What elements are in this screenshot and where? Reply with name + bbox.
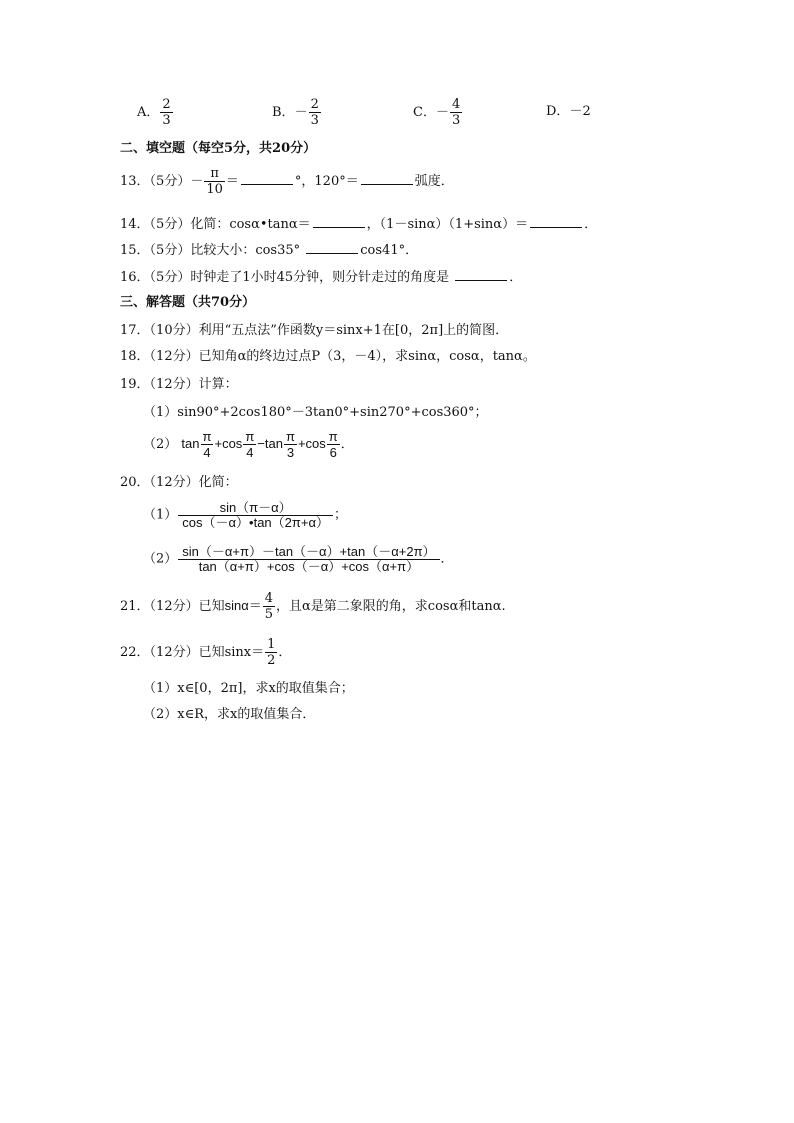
question-21: 21．（12分）已知sinα＝ $\frac{4}{5}$ ，且α是第二象限的角，求cosα和tanα.	[120, 591, 506, 622]
question-20-title: 20．（12分）化简：	[120, 475, 238, 490]
q20-part2-fraction: $\frac{\sin(-\alpha+\pi)-\tan(-\alpha)+\tan(-\alpha+2\pi)}{\tan(\alpha+\pi)+\cos(-\alpha)+\cos(\alpha+\pi)}$	[178, 545, 439, 573]
q19-term-2: +cos $\frac{\pi}{4}$	[214, 429, 255, 460]
option-d-value: －2	[569, 104, 591, 119]
option-c: C．－ $\frac{4}{3}$	[413, 97, 461, 128]
question-19-part-1: （1）sin90°+2cos180°－3tan0°+sin270°+cos360°；	[143, 405, 488, 420]
option-a-fraction: $\frac{2}{3}$	[162, 97, 171, 128]
question-16: 16．（5分）时钟走了1小时45分钟，则分针走过的角度是 ．	[120, 270, 523, 285]
question-18: 18．（12分）已知角α的终边过点P（3，－4），求sinα，cosα，tanα。	[120, 349, 536, 364]
option-b: B．－ $\frac{2}{3}$	[272, 97, 319, 128]
question-22: 22．（12分）已知sinx＝ $\frac{1}{2}$ ．	[120, 637, 292, 668]
q21-fraction: $\frac{4}{5}$	[264, 591, 274, 622]
answer-blank	[306, 241, 358, 254]
q19-term-1: tan $\frac{\pi}{4}$	[181, 429, 212, 460]
section-fill-in-heading: 二、填空题（每空5分，共20分）	[120, 141, 317, 156]
question-22-part-1: （1）x∈[0，2π]，求x的取值集合；	[143, 681, 354, 696]
question-19-title: 19．（12分）计算：	[120, 377, 238, 392]
question-13: 13．（5分）－ $\frac{\pi}{10}$ ＝ °，120°＝ 弧度．	[120, 166, 454, 197]
question-20-part-1: （1） $\frac{\sin(\pi-\alpha)}{\cos(-\alpha)•\tan(2\pi+\alpha)}$ ；	[143, 500, 347, 530]
option-d	[546, 105, 591, 118]
q13-fraction: $\frac{\pi}{10}$	[206, 166, 223, 197]
option-c-label: C．	[413, 105, 436, 121]
answer-blank	[361, 172, 413, 185]
section-solution-heading: 三、解答题（共70分）	[120, 295, 256, 310]
option-c-fraction: $\frac{4}{3}$	[451, 97, 461, 128]
answer-blank	[313, 215, 365, 228]
answer-blank	[241, 172, 293, 185]
answer-blank	[455, 268, 507, 281]
question-14: 14．（5分）化简：cosα•tanα＝ ，（1－sinα）（1+sinα）＝ ．	[120, 217, 598, 232]
q19-term-4: +cos $\frac{\pi}{6}$	[297, 429, 338, 460]
question-19-part-2: （2） tan $\frac{\pi}{4}$ +cos $\frac{\pi}{4}$ −tan $\frac{\pi}{3}$ +cos $\frac{\pi}{6}$ ．	[143, 429, 354, 460]
question-20-part-2: （2） $\frac{\sin(-\alpha+\pi)-\tan(-\alpha)+\tan(-\alpha+2\pi)}{\tan(\alpha+\pi)+\cos(-\alpha)+\cos(\alpha+\pi)}$ ．	[143, 544, 454, 574]
option-b-fraction: $\frac{2}{3}$	[310, 97, 319, 128]
question-22-part-2: （2）x∈R，求x的取值集合．	[143, 707, 316, 722]
answer-blank	[530, 215, 582, 228]
option-a	[137, 98, 174, 127]
option-b-label: B．	[272, 105, 295, 121]
option-d-label: D．	[546, 104, 570, 119]
q19-term-3: −tan $\frac{\pi}{3}$	[257, 429, 295, 460]
q20-part1-fraction: $\frac{\sin(\pi-\alpha)}{\cos(-\alpha)•\tan(2\pi+\alpha)}$	[178, 501, 333, 529]
q22-fraction: $\frac{1}{2}$	[267, 637, 276, 668]
option-a-label: A．	[137, 105, 160, 121]
question-15: 15．（5分）比较大小：cos35° cos41°．	[120, 243, 419, 258]
question-17: 17．（10分）利用“五点法”作函数y＝sinx+1在[0，2π]上的简图．	[120, 323, 509, 338]
